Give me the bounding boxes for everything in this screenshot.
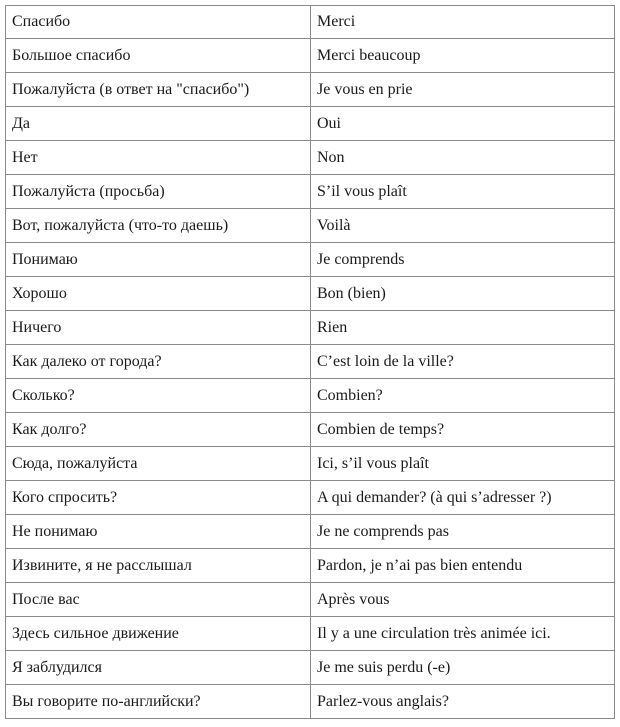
- russian-phrase-cell: После вас: [6, 583, 311, 617]
- french-phrase-cell: Je vous en prie: [311, 73, 615, 107]
- table-row: [6, 379, 615, 413]
- russian-phrase-cell: Большое спасибо: [6, 39, 311, 73]
- russian-phrase-cell: Да: [6, 107, 311, 141]
- french-phrase-cell: Merci: [311, 6, 615, 39]
- french-phrase-cell: Je comprends: [311, 243, 615, 277]
- french-phrase-cell: Je ne comprends pas: [311, 515, 615, 549]
- french-phrase-cell: C’est loin de la ville?: [311, 345, 615, 379]
- french-phrase-cell: Rien: [311, 311, 615, 345]
- table-row: [6, 583, 615, 617]
- table-row: [6, 651, 615, 685]
- russian-phrase-cell: Ничего: [6, 311, 311, 345]
- table-row: [6, 39, 615, 73]
- table-row: [6, 617, 615, 651]
- russian-phrase-cell: Здесь сильное движение: [6, 617, 311, 651]
- table-row: [6, 175, 615, 209]
- french-phrase-cell: Après vous: [311, 583, 615, 617]
- russian-phrase-cell: Как долго?: [6, 413, 311, 447]
- french-phrase-cell: Il y a une circulation très animée ici.: [311, 617, 615, 651]
- french-phrase-cell: Ici, s’il vous plaît: [311, 447, 615, 481]
- russian-phrase-cell: Как далеко от города?: [6, 345, 311, 379]
- table-row: [6, 107, 615, 141]
- table-row: [6, 549, 615, 583]
- table-row: [6, 481, 615, 515]
- russian-phrase-cell: Спасибо: [6, 6, 311, 39]
- french-phrase-cell: Combien de temps?: [311, 413, 615, 447]
- table-row: [6, 209, 615, 243]
- russian-phrase-cell: Извините, я не расслышал: [6, 549, 311, 583]
- french-phrase-cell: Bon (bien): [311, 277, 615, 311]
- table-row: [6, 243, 615, 277]
- russian-phrase-cell: Нет: [6, 141, 311, 175]
- russian-phrase-cell: Хорошо: [6, 277, 311, 311]
- russian-phrase-cell: Вы говорите по-английски?: [6, 685, 311, 719]
- russian-phrase-cell: Понимаю: [6, 243, 311, 277]
- french-phrase-cell: Parlez-vous anglais?: [311, 685, 615, 719]
- french-phrase-cell: Merci beaucoup: [311, 39, 615, 73]
- russian-phrase-cell: Сколько?: [6, 379, 311, 413]
- russian-phrase-cell: Кого спросить?: [6, 481, 311, 515]
- russian-phrase-cell: Вот, пожалуйста (что-то даешь): [6, 209, 311, 243]
- russian-phrase-cell: Не понимаю: [6, 515, 311, 549]
- french-phrase-cell: A qui demander? (à qui s’adresser ?): [311, 481, 615, 515]
- phrase-table-body: [6, 6, 615, 719]
- table-row: [6, 413, 615, 447]
- table-row: [6, 73, 615, 107]
- russian-phrase-cell: Пожалуйста (просьба): [6, 175, 311, 209]
- phrase-table: [5, 5, 615, 719]
- table-row: [6, 447, 615, 481]
- russian-phrase-cell: Я заблудился: [6, 651, 311, 685]
- table-row: [6, 277, 615, 311]
- russian-phrase-cell: Сюда, пожалуйста: [6, 447, 311, 481]
- french-phrase-cell: Pardon, je n’ai pas bien entendu: [311, 549, 615, 583]
- french-phrase-cell: Oui: [311, 107, 615, 141]
- table-row: [6, 141, 615, 175]
- table-row: [6, 515, 615, 549]
- table-row: [6, 311, 615, 345]
- french-phrase-cell: Je me suis perdu (-e): [311, 651, 615, 685]
- table-row: [6, 685, 615, 719]
- french-phrase-cell: Voilà: [311, 209, 615, 243]
- table-row: [6, 6, 615, 39]
- french-phrase-cell: Combien?: [311, 379, 615, 413]
- russian-phrase-cell: Пожалуйста (в ответ на "спасибо"): [6, 73, 311, 107]
- french-phrase-cell: S’il vous plaît: [311, 175, 615, 209]
- table-row: [6, 345, 615, 379]
- french-phrase-cell: Non: [311, 141, 615, 175]
